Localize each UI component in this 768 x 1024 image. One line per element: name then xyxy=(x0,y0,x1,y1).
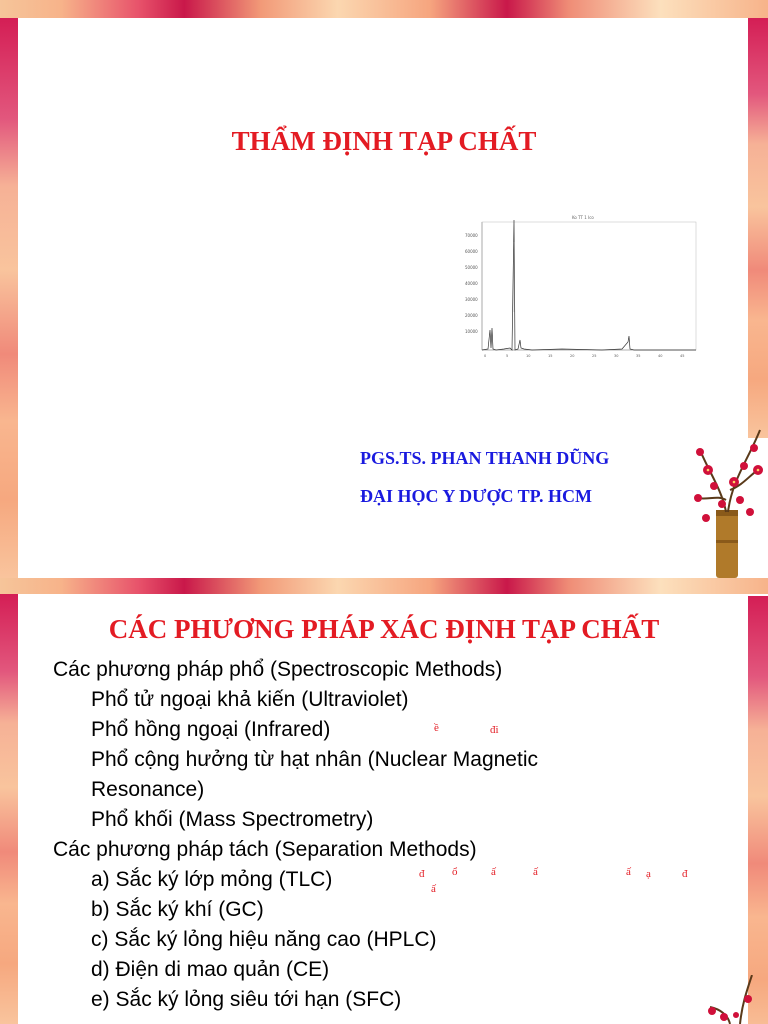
stray-glyph: ổ xyxy=(452,866,458,878)
stray-glyph: ạ xyxy=(646,868,651,880)
chromatogram-tick-label: 10000 xyxy=(465,329,478,334)
list-item: Các phương pháp phổ (Spectroscopic Methods) xyxy=(53,658,503,681)
stray-glyph: ấ xyxy=(431,883,436,895)
slide-methods xyxy=(0,578,768,1024)
stray-glyph: đ xyxy=(682,868,688,880)
chromatogram-tick-label: 70000 xyxy=(465,233,478,238)
slide-methods-heading: CÁC PHƯƠNG PHÁP XÁC ĐỊNH TẠP CHẤT xyxy=(108,614,660,644)
chromatogram-tick-label: 50000 xyxy=(465,265,478,270)
list-item: Phổ hồng ngoại (Infrared) xyxy=(91,718,331,741)
stray-glyph: ấ xyxy=(491,866,496,878)
svg-text:35: 35 xyxy=(636,354,641,358)
list-item: d) Điện di mao quản (CE) xyxy=(91,958,330,981)
institution-name: ĐẠI HỌC Y DƯỢC TP. HCM xyxy=(360,486,593,506)
plum-blossom-decoration xyxy=(690,975,768,1024)
decorative-band-top xyxy=(0,0,768,18)
list-item: b) Sắc ký khí (GC) xyxy=(91,898,264,921)
stray-glyph: đ xyxy=(419,868,425,880)
stray-glyph: ấ xyxy=(626,866,631,878)
list-item: c) Sắc ký lỏng hiệu năng cao (HPLC) xyxy=(91,928,437,951)
chromatogram-image xyxy=(462,212,700,368)
svg-text:20: 20 xyxy=(570,354,575,358)
list-item: Phổ cộng hưởng từ hạt nhân (Nuclear Magnetic xyxy=(91,748,538,771)
svg-text:10: 10 xyxy=(526,354,531,358)
svg-text:15: 15 xyxy=(548,354,553,358)
svg-text:5: 5 xyxy=(506,354,509,358)
list-item: Phổ khối (Mass Spectrometry) xyxy=(91,808,374,831)
chromatogram-tick-label: 30000 xyxy=(465,297,478,302)
stray-glyph: đi xyxy=(490,724,499,736)
slide-title-heading: THẨM ĐỊNH TẠP CHẤT xyxy=(231,126,537,156)
stray-glyph: ề xyxy=(434,722,439,734)
list-item: Phổ tử ngoại khả kiến (Ultraviolet) xyxy=(91,688,409,711)
plum-blossom-decoration xyxy=(688,400,768,578)
chromatogram-tick-label: 40000 xyxy=(465,281,478,286)
decorative-band-top xyxy=(0,578,768,594)
decorative-band-right xyxy=(748,596,768,1024)
svg-text:45: 45 xyxy=(680,354,685,358)
list-item: Resonance) xyxy=(91,778,205,801)
list-item: a) Sắc ký lớp mỏng (TLC) xyxy=(91,868,333,891)
decorative-band-right xyxy=(748,18,768,438)
chromatogram-tick-label: 60000 xyxy=(465,249,478,254)
svg-text:30: 30 xyxy=(614,354,619,358)
list-item: Các phương pháp tách (Separation Methods) xyxy=(53,838,477,861)
author-name: PGS.TS. PHAN THANH DŨNG xyxy=(360,448,610,468)
decorative-band-left xyxy=(0,594,18,1024)
svg-text:25: 25 xyxy=(592,354,597,358)
decorative-band-left xyxy=(0,18,18,578)
chromatogram-tick-label: 20000 xyxy=(465,313,478,318)
svg-text:0: 0 xyxy=(484,354,487,358)
svg-text:Ko TT 1 Ico: Ko TT 1 Ico xyxy=(572,215,594,220)
stray-glyph: ấ xyxy=(533,866,538,878)
list-item: e) Sắc ký lỏng siêu tới hạn (SFC) xyxy=(91,988,402,1011)
svg-text:40: 40 xyxy=(658,354,663,358)
